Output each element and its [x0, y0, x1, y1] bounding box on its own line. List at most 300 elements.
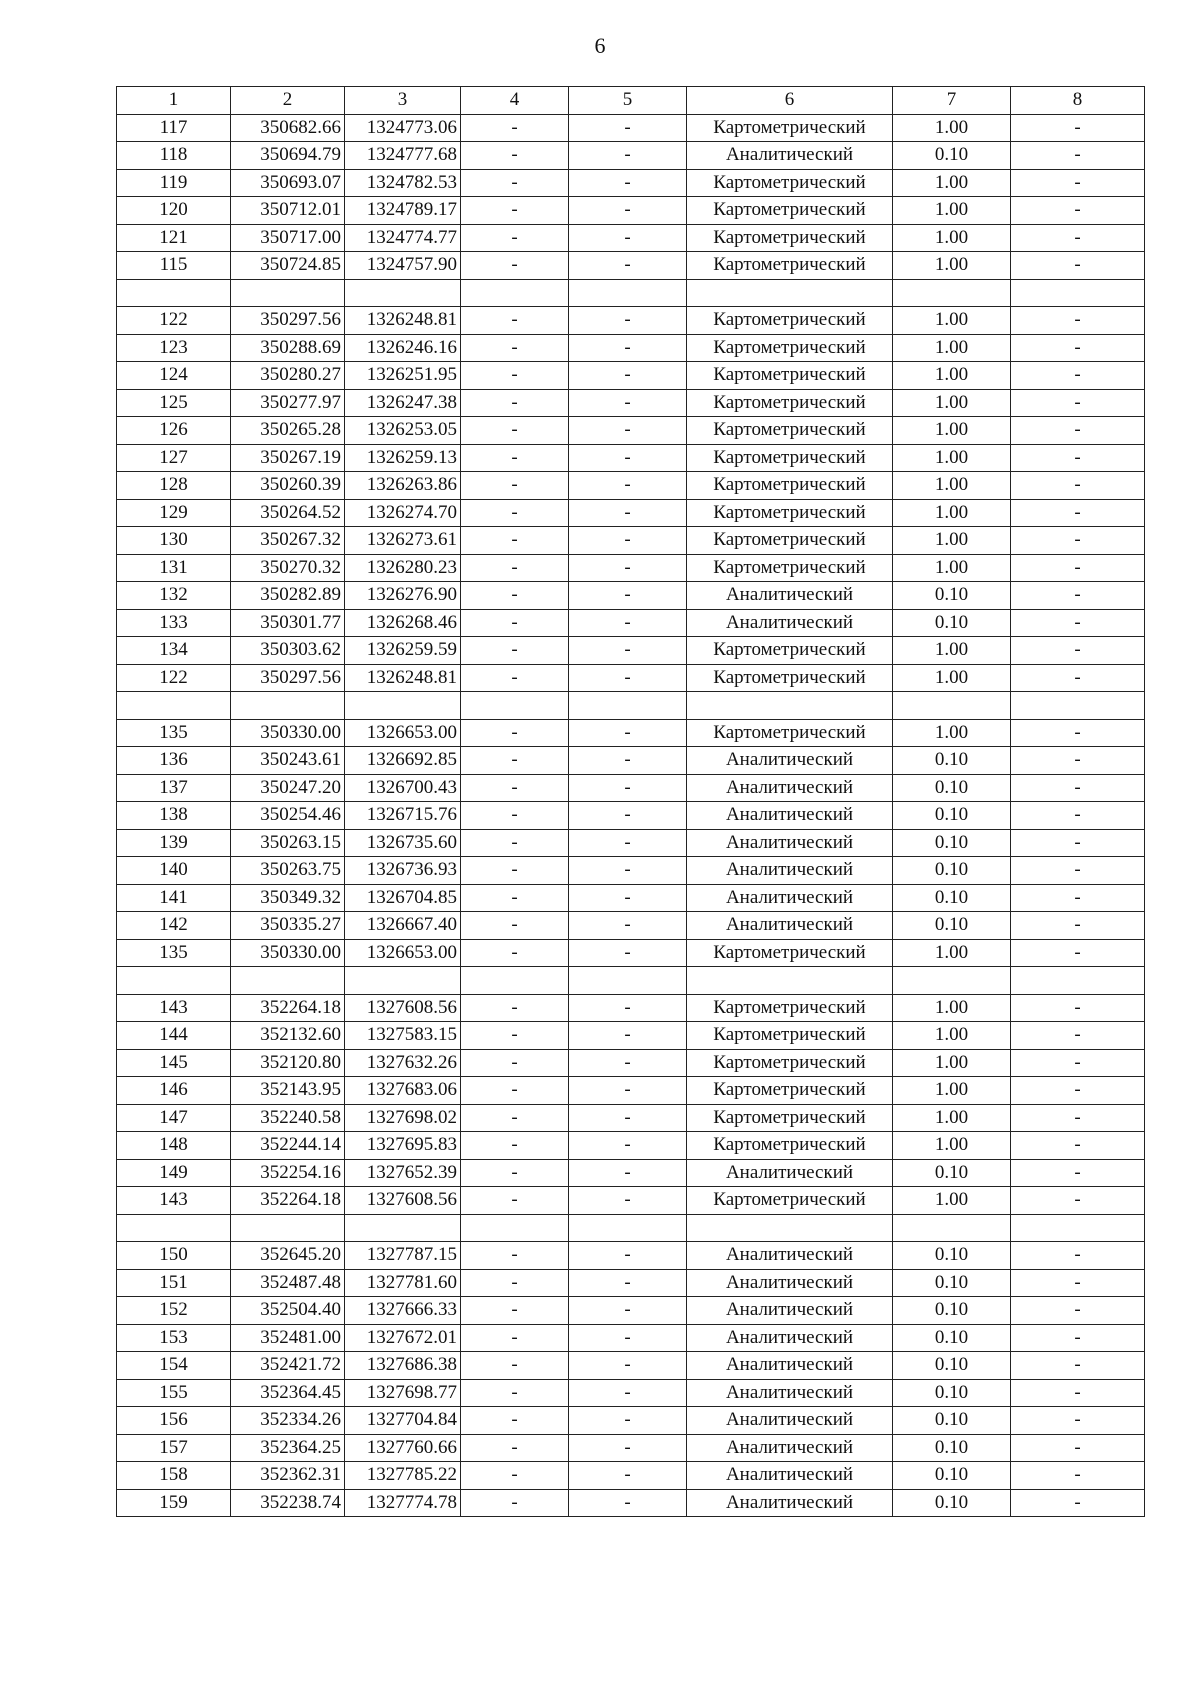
- table-cell-col-1: 152: [117, 1297, 231, 1325]
- table-cell-col-6: Картометрический: [687, 499, 893, 527]
- table-cell-col-7: 1.00: [893, 499, 1011, 527]
- table-cell-col-6: Картометрический: [687, 719, 893, 747]
- table-cell-col-5: -: [569, 554, 687, 582]
- table-cell-col-2: 352487.48: [231, 1269, 345, 1297]
- table-cell-col-1: 118: [117, 142, 231, 170]
- table-cell-col-8: -: [1011, 609, 1145, 637]
- table-cell-col-7: [893, 692, 1011, 720]
- table-cell-col-4: -: [461, 1297, 569, 1325]
- table-cell-col-6: Картометрический: [687, 472, 893, 500]
- table-cell-col-4: [461, 967, 569, 995]
- table-cell-col-7: 0.10: [893, 1297, 1011, 1325]
- table-cell-col-7: 0.10: [893, 1242, 1011, 1270]
- table-cell-col-2: 350288.69: [231, 334, 345, 362]
- table-cell-col-3: 1327672.01: [345, 1324, 461, 1352]
- table-cell-col-1: 156: [117, 1407, 231, 1435]
- table-cell-col-3: 1327583.15: [345, 1022, 461, 1050]
- table-cell-col-3: 1326259.59: [345, 637, 461, 665]
- table-cell-col-8: -: [1011, 169, 1145, 197]
- table-cell-col-5: -: [569, 224, 687, 252]
- table-cell-col-8: -: [1011, 1324, 1145, 1352]
- table-cell-col-1: 119: [117, 169, 231, 197]
- table-cell-col-5: -: [569, 884, 687, 912]
- table-cell-col-8: -: [1011, 252, 1145, 280]
- table-cell-col-4: -: [461, 389, 569, 417]
- table-separator-row: [117, 692, 1145, 720]
- table-cell-col-8: -: [1011, 114, 1145, 142]
- header-cell-8: 8: [1011, 87, 1145, 115]
- table-cell-col-2: 350265.28: [231, 417, 345, 445]
- header-cell-2: 2: [231, 87, 345, 115]
- table-cell-col-1: 115: [117, 252, 231, 280]
- table-cell-col-3: 1326653.00: [345, 719, 461, 747]
- table-cell-col-4: -: [461, 444, 569, 472]
- table-cell-col-4: -: [461, 582, 569, 610]
- table-cell-col-7: 0.10: [893, 774, 1011, 802]
- table-row: [117, 994, 1145, 1022]
- table-cell-col-8: -: [1011, 1407, 1145, 1435]
- table-cell-col-6: Аналитический: [687, 884, 893, 912]
- table-cell-col-7: 1.00: [893, 1104, 1011, 1132]
- table-cell-col-8: -: [1011, 774, 1145, 802]
- table-cell-col-8: -: [1011, 1297, 1145, 1325]
- table-cell-col-8: -: [1011, 224, 1145, 252]
- table-cell-col-5: -: [569, 1434, 687, 1462]
- table-cell-col-8: -: [1011, 1159, 1145, 1187]
- table-cell-col-7: 0.10: [893, 609, 1011, 637]
- table-cell-col-3: 1326715.76: [345, 802, 461, 830]
- table-cell-col-7: 1.00: [893, 637, 1011, 665]
- table-row: [117, 664, 1145, 692]
- table-row: [117, 114, 1145, 142]
- table-cell-col-2: [231, 692, 345, 720]
- table-row: [117, 719, 1145, 747]
- table-cell-col-3: 1324774.77: [345, 224, 461, 252]
- table-cell-col-8: -: [1011, 637, 1145, 665]
- table-cell-col-6: Картометрический: [687, 252, 893, 280]
- table-cell-col-5: -: [569, 637, 687, 665]
- table-cell-col-3: 1327781.60: [345, 1269, 461, 1297]
- table-cell-col-7: 0.10: [893, 142, 1011, 170]
- table-cell-col-3: 1327698.77: [345, 1379, 461, 1407]
- table-row: [117, 802, 1145, 830]
- table-row: [117, 224, 1145, 252]
- table-cell-col-1: 122: [117, 664, 231, 692]
- table-cell-col-7: 1.00: [893, 307, 1011, 335]
- table-cell-col-4: -: [461, 1187, 569, 1215]
- table-row: [117, 472, 1145, 500]
- table-cell-col-5: -: [569, 747, 687, 775]
- table-cell-col-3: 1326263.86: [345, 472, 461, 500]
- table-cell-col-6: Картометрический: [687, 1104, 893, 1132]
- table-cell-col-4: -: [461, 1049, 569, 1077]
- table-cell-col-5: -: [569, 802, 687, 830]
- table-cell-col-6: Аналитический: [687, 912, 893, 940]
- table-row: [117, 1049, 1145, 1077]
- table-cell-col-3: 1326280.23: [345, 554, 461, 582]
- table-row: [117, 857, 1145, 885]
- table-cell-col-4: -: [461, 417, 569, 445]
- table-cell-col-4: -: [461, 1379, 569, 1407]
- table-cell-col-5: -: [569, 1104, 687, 1132]
- table-cell-col-8: -: [1011, 719, 1145, 747]
- table-cell-col-4: -: [461, 1159, 569, 1187]
- table-cell-col-5: -: [569, 1049, 687, 1077]
- table-cell-col-3: 1324777.68: [345, 142, 461, 170]
- table-cell-col-4: -: [461, 334, 569, 362]
- table-cell-col-1: 128: [117, 472, 231, 500]
- table-cell-col-7: 1.00: [893, 664, 1011, 692]
- table-cell-col-2: 352264.18: [231, 1187, 345, 1215]
- table-cell-col-7: 1.00: [893, 252, 1011, 280]
- table-cell-col-2: 350717.00: [231, 224, 345, 252]
- table-cell-col-1: 145: [117, 1049, 231, 1077]
- table-cell-col-5: -: [569, 169, 687, 197]
- table-cell-col-6: Аналитический: [687, 142, 893, 170]
- table-cell-col-3: 1327760.66: [345, 1434, 461, 1462]
- table-cell-col-1: 126: [117, 417, 231, 445]
- table-cell-col-1: 139: [117, 829, 231, 857]
- table-cell-col-3: 1327787.15: [345, 1242, 461, 1270]
- table-row: [117, 609, 1145, 637]
- table-cell-col-2: 350335.27: [231, 912, 345, 940]
- table-cell-col-1: 140: [117, 857, 231, 885]
- table-cell-col-8: -: [1011, 857, 1145, 885]
- table-cell-col-5: -: [569, 1187, 687, 1215]
- table-cell-col-1: 149: [117, 1159, 231, 1187]
- table-cell-col-5: -: [569, 1132, 687, 1160]
- table-cell-col-2: 350712.01: [231, 197, 345, 225]
- table-cell-col-3: 1327704.84: [345, 1407, 461, 1435]
- coordinates-table-container: [116, 86, 1145, 1517]
- table-cell-col-5: -: [569, 994, 687, 1022]
- table-cell-col-3: 1327652.39: [345, 1159, 461, 1187]
- table-cell-col-4: -: [461, 802, 569, 830]
- table-cell-col-8: -: [1011, 389, 1145, 417]
- table-cell-col-2: 350263.15: [231, 829, 345, 857]
- table-cell-col-7: 1.00: [893, 1077, 1011, 1105]
- table-cell-col-7: 0.10: [893, 1489, 1011, 1517]
- table-row: [117, 1104, 1145, 1132]
- table-cell-col-7: 0.10: [893, 912, 1011, 940]
- table-cell-col-4: -: [461, 939, 569, 967]
- table-cell-col-4: -: [461, 307, 569, 335]
- table-cell-col-4: -: [461, 1104, 569, 1132]
- table-cell-col-7: 1.00: [893, 224, 1011, 252]
- table-cell-col-8: -: [1011, 527, 1145, 555]
- table-row: [117, 1434, 1145, 1462]
- table-row: [117, 829, 1145, 857]
- table-row: [117, 1159, 1145, 1187]
- table-cell-col-2: 352504.40: [231, 1297, 345, 1325]
- table-cell-col-5: -: [569, 912, 687, 940]
- table-cell-col-2: 352244.14: [231, 1132, 345, 1160]
- table-cell-col-6: Картометрический: [687, 1132, 893, 1160]
- table-cell-col-6: Аналитический: [687, 857, 893, 885]
- table-cell-col-2: 350330.00: [231, 719, 345, 747]
- table-cell-col-8: -: [1011, 1187, 1145, 1215]
- table-cell-col-8: -: [1011, 1077, 1145, 1105]
- table-cell-col-4: -: [461, 114, 569, 142]
- table-cell-col-5: [569, 1214, 687, 1242]
- table-cell-col-5: -: [569, 1324, 687, 1352]
- table-cell-col-4: -: [461, 1022, 569, 1050]
- table-cell-col-1: 154: [117, 1352, 231, 1380]
- table-cell-col-5: [569, 279, 687, 307]
- table-cell-col-6: Картометрический: [687, 444, 893, 472]
- table-cell-col-8: -: [1011, 1352, 1145, 1380]
- table-cell-col-1: 135: [117, 719, 231, 747]
- table-cell-col-1: 125: [117, 389, 231, 417]
- table-cell-col-5: -: [569, 1297, 687, 1325]
- table-cell-col-8: [1011, 692, 1145, 720]
- table-cell-col-4: -: [461, 1434, 569, 1462]
- table-row: [117, 307, 1145, 335]
- table-cell-col-4: -: [461, 1269, 569, 1297]
- table-cell-col-2: 350349.32: [231, 884, 345, 912]
- table-cell-col-2: 352334.26: [231, 1407, 345, 1435]
- table-cell-col-4: [461, 1214, 569, 1242]
- table-row: [117, 1407, 1145, 1435]
- table-row: [117, 252, 1145, 280]
- table-cell-col-3: 1326253.05: [345, 417, 461, 445]
- table-cell-col-4: -: [461, 1407, 569, 1435]
- table-cell-col-3: 1326246.16: [345, 334, 461, 362]
- table-cell-col-3: 1327695.83: [345, 1132, 461, 1160]
- table-cell-col-4: -: [461, 1132, 569, 1160]
- table-cell-col-6: Аналитический: [687, 829, 893, 857]
- table-cell-col-2: 352421.72: [231, 1352, 345, 1380]
- table-cell-col-7: [893, 1214, 1011, 1242]
- table-cell-col-8: -: [1011, 472, 1145, 500]
- table-cell-col-6: Аналитический: [687, 1352, 893, 1380]
- table-cell-col-2: 350330.00: [231, 939, 345, 967]
- table-cell-col-8: -: [1011, 1462, 1145, 1490]
- table-cell-col-4: -: [461, 252, 569, 280]
- table-cell-col-7: 1.00: [893, 719, 1011, 747]
- table-cell-col-4: [461, 692, 569, 720]
- table-cell-col-6: [687, 967, 893, 995]
- table-cell-col-1: 130: [117, 527, 231, 555]
- table-cell-col-4: -: [461, 499, 569, 527]
- table-cell-col-4: -: [461, 664, 569, 692]
- table-cell-col-5: -: [569, 774, 687, 802]
- table-cell-col-7: 0.10: [893, 1352, 1011, 1380]
- table-cell-col-1: 138: [117, 802, 231, 830]
- table-cell-col-8: -: [1011, 664, 1145, 692]
- table-cell-col-2: 352120.80: [231, 1049, 345, 1077]
- table-cell-col-7: 0.10: [893, 829, 1011, 857]
- table-cell-col-2: 350694.79: [231, 142, 345, 170]
- table-cell-col-4: -: [461, 884, 569, 912]
- table-row: [117, 334, 1145, 362]
- table-cell-col-8: [1011, 279, 1145, 307]
- table-cell-col-3: 1326274.70: [345, 499, 461, 527]
- table-cell-col-3: 1324773.06: [345, 114, 461, 142]
- table-cell-col-8: -: [1011, 142, 1145, 170]
- table-separator-row: [117, 967, 1145, 995]
- table-cell-col-4: -: [461, 362, 569, 390]
- table-cell-col-7: 0.10: [893, 1407, 1011, 1435]
- table-cell-col-7: 0.10: [893, 747, 1011, 775]
- table-cell-col-7: 0.10: [893, 1159, 1011, 1187]
- table-cell-col-7: 0.10: [893, 1462, 1011, 1490]
- table-cell-col-6: Аналитический: [687, 582, 893, 610]
- table-cell-col-3: 1324782.53: [345, 169, 461, 197]
- table-cell-col-1: 127: [117, 444, 231, 472]
- table-cell-col-2: 350724.85: [231, 252, 345, 280]
- table-cell-col-4: -: [461, 224, 569, 252]
- table-cell-col-2: 352264.18: [231, 994, 345, 1022]
- table-cell-col-3: [345, 692, 461, 720]
- table-cell-col-2: 350297.56: [231, 307, 345, 335]
- table-cell-col-6: Аналитический: [687, 1434, 893, 1462]
- table-cell-col-1: 117: [117, 114, 231, 142]
- table-cell-col-7: 1.00: [893, 939, 1011, 967]
- table-row: [117, 142, 1145, 170]
- table-cell-col-2: 352143.95: [231, 1077, 345, 1105]
- table-cell-col-3: 1326248.81: [345, 307, 461, 335]
- header-cell-6: 6: [687, 87, 893, 115]
- table-cell-col-6: Картометрический: [687, 554, 893, 582]
- table-cell-col-8: -: [1011, 994, 1145, 1022]
- table-cell-col-1: 124: [117, 362, 231, 390]
- table-cell-col-7: 0.10: [893, 1269, 1011, 1297]
- table-cell-col-5: -: [569, 252, 687, 280]
- table-cell-col-1: 151: [117, 1269, 231, 1297]
- table-row: [117, 527, 1145, 555]
- table-cell-col-8: -: [1011, 1242, 1145, 1270]
- table-row: [117, 197, 1145, 225]
- table-cell-col-1: 136: [117, 747, 231, 775]
- table-cell-col-5: -: [569, 609, 687, 637]
- table-cell-col-2: 350693.07: [231, 169, 345, 197]
- table-cell-col-7: 1.00: [893, 994, 1011, 1022]
- table-cell-col-2: 350277.97: [231, 389, 345, 417]
- table-cell-col-7: 1.00: [893, 114, 1011, 142]
- table-cell-col-8: -: [1011, 829, 1145, 857]
- table-cell-col-3: 1326259.13: [345, 444, 461, 472]
- table-cell-col-2: 350301.77: [231, 609, 345, 637]
- table-row: [117, 1187, 1145, 1215]
- table-cell-col-6: Аналитический: [687, 1379, 893, 1407]
- table-cell-col-7: 0.10: [893, 884, 1011, 912]
- table-cell-col-1: [117, 967, 231, 995]
- table-cell-col-8: -: [1011, 582, 1145, 610]
- table-cell-col-1: 133: [117, 609, 231, 637]
- coordinates-table: [116, 86, 1145, 1517]
- table-row: [117, 417, 1145, 445]
- table-row: [117, 1462, 1145, 1490]
- table-row: [117, 1489, 1145, 1517]
- table-cell-col-4: -: [461, 857, 569, 885]
- table-cell-col-4: -: [461, 637, 569, 665]
- table-cell-col-7: 1.00: [893, 389, 1011, 417]
- table-cell-col-4: -: [461, 994, 569, 1022]
- table-cell-col-5: -: [569, 1352, 687, 1380]
- table-cell-col-2: 350254.46: [231, 802, 345, 830]
- table-cell-col-1: 157: [117, 1434, 231, 1462]
- table-cell-col-2: 350282.89: [231, 582, 345, 610]
- table-cell-col-7: 1.00: [893, 334, 1011, 362]
- table-cell-col-2: [231, 1214, 345, 1242]
- table-cell-col-4: -: [461, 1352, 569, 1380]
- table-row: [117, 389, 1145, 417]
- table-cell-col-5: -: [569, 307, 687, 335]
- table-cell-col-8: -: [1011, 747, 1145, 775]
- table-cell-col-8: -: [1011, 939, 1145, 967]
- table-cell-col-3: 1327666.33: [345, 1297, 461, 1325]
- table-cell-col-2: 350243.61: [231, 747, 345, 775]
- table-cell-col-8: -: [1011, 1269, 1145, 1297]
- table-cell-col-4: -: [461, 1242, 569, 1270]
- table-cell-col-6: Картометрический: [687, 389, 893, 417]
- table-cell-col-6: Картометрический: [687, 169, 893, 197]
- table-cell-col-7: 1.00: [893, 417, 1011, 445]
- table-cell-col-5: -: [569, 1159, 687, 1187]
- table-cell-col-6: Аналитический: [687, 1489, 893, 1517]
- table-cell-col-6: Аналитический: [687, 1462, 893, 1490]
- table-cell-col-4: -: [461, 774, 569, 802]
- table-row: [117, 939, 1145, 967]
- table-cell-col-5: -: [569, 527, 687, 555]
- table-cell-col-6: Аналитический: [687, 1324, 893, 1352]
- table-cell-col-6: Картометрический: [687, 939, 893, 967]
- table-cell-col-7: 1.00: [893, 169, 1011, 197]
- table-cell-col-6: Картометрический: [687, 224, 893, 252]
- table-cell-col-7: 1.00: [893, 472, 1011, 500]
- table-cell-col-7: 1.00: [893, 1132, 1011, 1160]
- table-cell-col-7: 0.10: [893, 802, 1011, 830]
- table-cell-col-2: 350267.32: [231, 527, 345, 555]
- table-cell-col-1: 144: [117, 1022, 231, 1050]
- table-cell-col-2: 352240.58: [231, 1104, 345, 1132]
- table-cell-col-6: Аналитический: [687, 1297, 893, 1325]
- table-cell-col-3: 1327686.38: [345, 1352, 461, 1380]
- table-row: [117, 362, 1145, 390]
- table-cell-col-8: -: [1011, 912, 1145, 940]
- table-cell-col-8: -: [1011, 554, 1145, 582]
- table-cell-col-5: -: [569, 1077, 687, 1105]
- table-cell-col-8: -: [1011, 307, 1145, 335]
- table-row: [117, 1352, 1145, 1380]
- table-cell-col-3: 1326268.46: [345, 609, 461, 637]
- table-cell-col-7: 1.00: [893, 554, 1011, 582]
- table-cell-col-2: 350280.27: [231, 362, 345, 390]
- table-separator-row: [117, 279, 1145, 307]
- table-cell-col-8: -: [1011, 1132, 1145, 1160]
- table-cell-col-1: [117, 692, 231, 720]
- table-cell-col-8: -: [1011, 1049, 1145, 1077]
- table-cell-col-2: 352364.25: [231, 1434, 345, 1462]
- table-cell-col-1: 137: [117, 774, 231, 802]
- table-cell-col-6: Картометрический: [687, 1049, 893, 1077]
- table-cell-col-6: Аналитический: [687, 802, 893, 830]
- table-cell-col-4: -: [461, 609, 569, 637]
- table-cell-col-8: -: [1011, 1489, 1145, 1517]
- table-cell-col-3: 1327608.56: [345, 1187, 461, 1215]
- table-cell-col-1: 159: [117, 1489, 231, 1517]
- table-cell-col-5: -: [569, 197, 687, 225]
- table-cell-col-6: Картометрический: [687, 114, 893, 142]
- table-cell-col-1: 135: [117, 939, 231, 967]
- table-cell-col-6: Картометрический: [687, 527, 893, 555]
- table-cell-col-4: -: [461, 527, 569, 555]
- table-cell-col-5: -: [569, 499, 687, 527]
- table-cell-col-6: Картометрический: [687, 994, 893, 1022]
- table-cell-col-1: 131: [117, 554, 231, 582]
- table-cell-col-8: -: [1011, 444, 1145, 472]
